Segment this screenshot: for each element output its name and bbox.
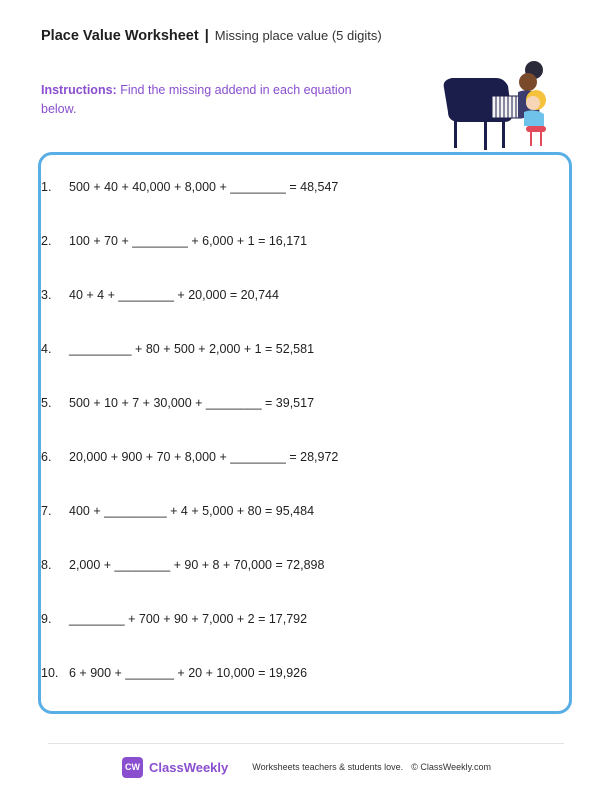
problem-number: 5. xyxy=(41,396,52,410)
page-title: Place Value Worksheet xyxy=(41,28,199,44)
problem-number: 4. xyxy=(41,342,52,356)
problem-number: 3. xyxy=(41,288,52,302)
problem-number: 6. xyxy=(41,450,52,464)
problem-equation: 500 + 10 + 7 + 30,000 + ________ = 39,517 xyxy=(69,396,315,410)
classweekly-logo-icon: CW xyxy=(122,757,143,778)
instructions-label: Instructions: xyxy=(41,83,117,97)
problem-number: 7. xyxy=(41,504,52,518)
problem-number: 2. xyxy=(41,234,52,248)
title-separator: | xyxy=(204,28,209,44)
problem-equation: 2,000 + ________ + 90 + 8 + 70,000 = 72,898 xyxy=(69,558,325,572)
problem-equation: _________ + 80 + 500 + 2,000 + 1 = 52,581 xyxy=(69,342,315,356)
problem-number: 10. xyxy=(41,666,59,680)
problem-item xyxy=(41,504,314,524)
problem-equation: 100 + 70 + ________ + 6,000 + 1 = 16,171 xyxy=(69,234,308,248)
piano-player-icon xyxy=(438,58,554,156)
instructions xyxy=(41,81,361,119)
problem-number: 9. xyxy=(41,612,52,626)
problem-equation: 20,000 + 900 + 70 + 8,000 + ________ = 28,972 xyxy=(69,450,339,464)
problem-equation: 400 + _________ + 4 + 5,000 + 80 = 95,484 xyxy=(69,504,315,518)
problem-equation: ________ + 700 + 90 + 7,000 + 2 = 17,792 xyxy=(69,612,308,626)
problem-item xyxy=(41,612,307,632)
page-subtitle: Missing place value (5 digits) xyxy=(214,28,382,43)
problem-item xyxy=(41,666,307,686)
problem-item xyxy=(41,396,314,416)
footer-copyright: © ClassWeekly.com xyxy=(411,762,492,772)
brand-name: ClassWeekly xyxy=(149,759,229,775)
problem-item xyxy=(41,234,307,254)
footer xyxy=(122,756,491,778)
problem-number: 1. xyxy=(41,180,52,194)
footer-tagline: Worksheets teachers & students love. xyxy=(252,762,404,772)
problem-item xyxy=(41,288,279,308)
worksheet-header xyxy=(41,28,382,44)
instructions-text: Find the missing addend in each equation below. xyxy=(41,83,352,116)
problem-item xyxy=(41,342,314,362)
problem-item xyxy=(41,450,338,470)
footer-divider xyxy=(48,743,564,744)
problem-equation: 40 + 4 + ________ + 20,000 = 20,744 xyxy=(69,288,279,302)
problem-item xyxy=(41,180,338,200)
piano-player-illustration xyxy=(438,58,554,156)
problem-item xyxy=(41,558,324,578)
problem-number: 8. xyxy=(41,558,52,572)
problem-equation: 500 + 40 + 40,000 + 8,000 + ________ = 48,547 xyxy=(69,180,339,194)
problem-equation: 6 + 900 + _______ + 20 + 10,000 = 19,926 xyxy=(69,666,308,680)
